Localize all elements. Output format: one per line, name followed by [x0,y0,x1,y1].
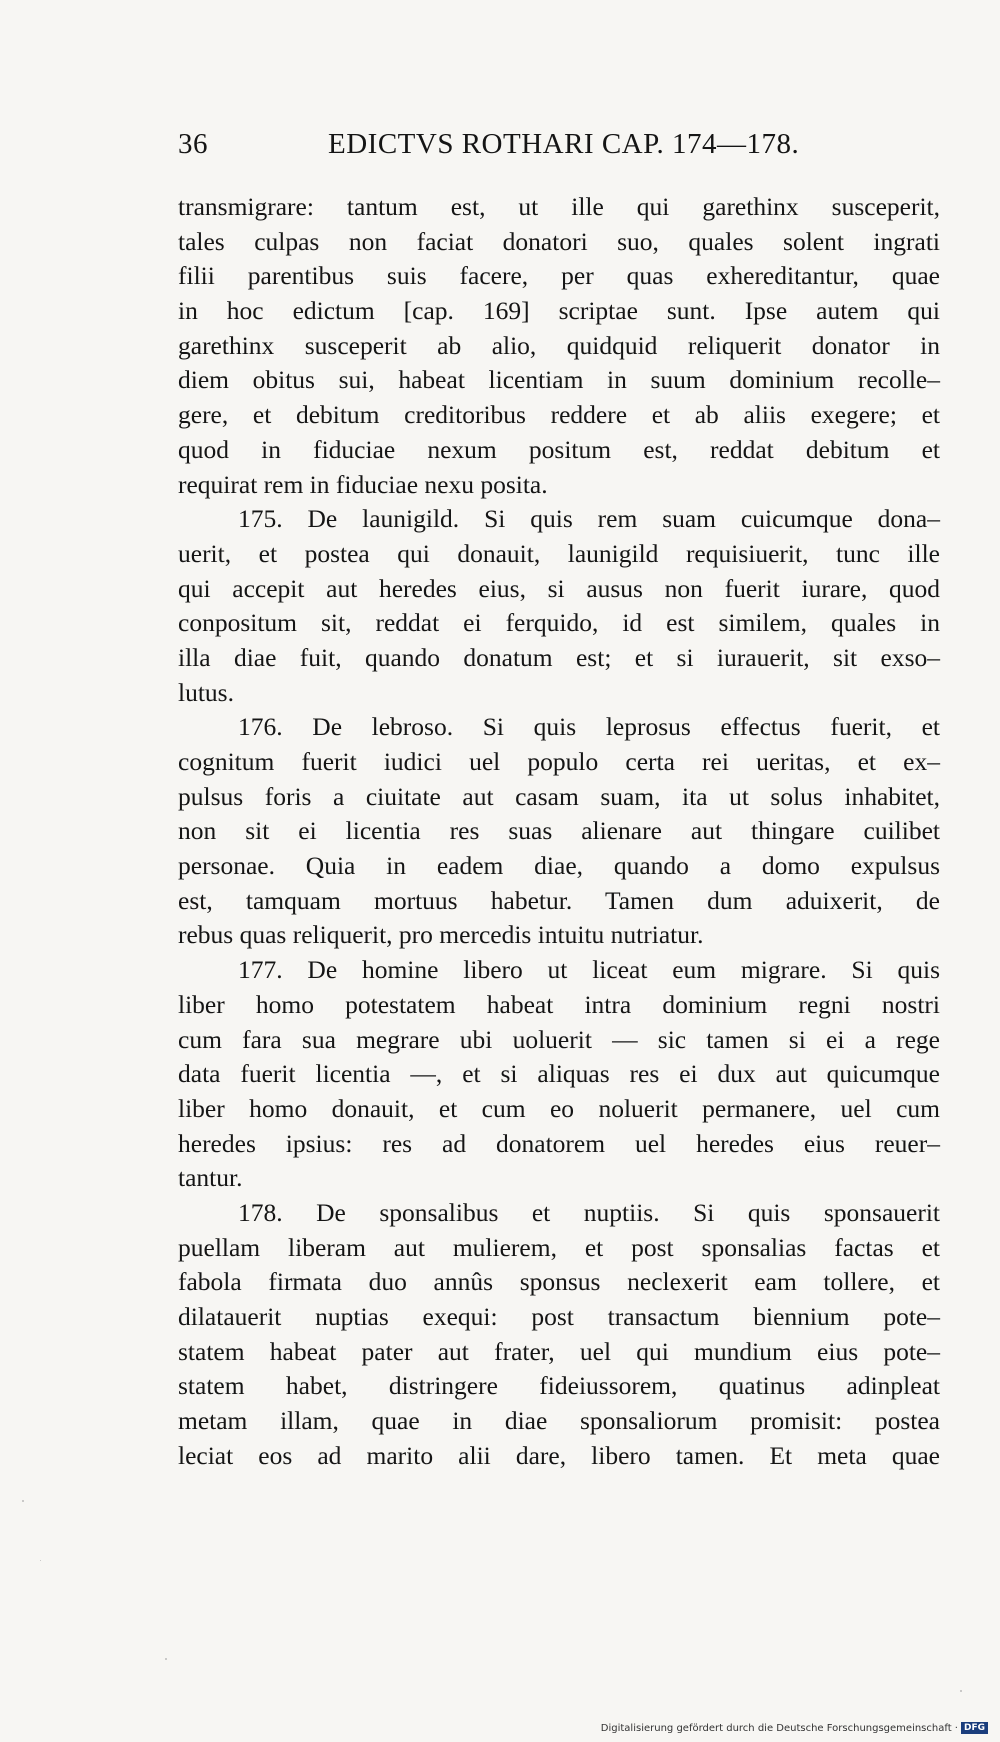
text-line: filii parentibus suis facere, per quas exhereditantur, quae [178,261,940,291]
text-line: illa diae fuit, quando donatum est; et si iurauerit, sit exso– [178,642,940,672]
text-line: puellam liberam aut mulierem, et post sponsalias factas et [178,1232,940,1262]
text-line: tales culpas non faciat donatori suo, quales solent ingrati [178,226,940,256]
text-line: personae. Quia in eadem diae, quando a domo expulsus [178,851,940,881]
text-line: liber homo donauit, et cum eo noluerit permanere, uel cum [178,1093,940,1123]
scan-speck [40,1560,41,1561]
text-line: gere, et debitum creditoribus reddere et ab aliis exegere; et [178,400,940,430]
page-number: 36 [178,128,208,160]
text-line: fabola firmata duo annûs sponsus neclexerit eam tollere, et [178,1267,940,1297]
text-line: in hoc edictum [cap. 169] scriptae sunt. Ipse autem qui [178,296,940,326]
text-line: leciat eos ad marito alii dare, libero tamen. Et meta quae [178,1440,940,1470]
text-line: cum fara sua megrare ubi uoluerit — sic tamen si ei a rege [178,1024,940,1054]
chapter-175-first-line: 175. De launigild. Si quis rem suam cuicumque dona– [238,504,940,534]
dfg-logo: DFG [961,1722,988,1734]
body-text [178,190,940,1473]
text-line: diem obitus sui, habeat licentiam in suum dominium recolle– [178,365,940,395]
running-head-title: EDICTVS ROTHARI CAP. 174—178. [328,128,800,160]
text-line: lutus. [178,677,234,707]
chapter-176-first-line: 176. De lebroso. Si quis leprosus effectus fuerit, et [238,712,940,742]
chapter-177-first-line: 177. De homine libero ut liceat eum migrare. Si quis [238,955,940,985]
text-line: tantur. [178,1163,243,1193]
text-line: conpositum sit, reddat ei ferquido, id est similem, quales in [178,608,940,638]
chapter-178-first-line: 178. De sponsalibus et nuptiis. Si quis sponsauerit [238,1197,940,1227]
text-line: liber homo potestatem habeat intra dominium regni nostri [178,989,940,1019]
text-line: quod in fiduciae nexum positum est, reddat debitum et [178,434,940,464]
text-line: rebus quas reliquerit, pro mercedis intuitu nutriatur. [178,920,704,950]
text-line: cognitum fuerit iudici uel populo certa rei ueritas, et ex– [178,747,940,776]
scan-speck [165,1658,167,1660]
text-line: qui accepit aut heredes eius, si ausus non fuerit iurare, quod [178,573,940,603]
text-line: garethinx susceperit ab alio, quidquid reliquerit donator in [178,330,940,360]
text-line: statem habeat pater aut frater, uel qui mundium eius pote– [178,1336,940,1366]
text-line: transmigrare: tantum est, ut ille qui garethinx susceperit, [178,192,940,221]
text-line: requirat rem in fiduciae nexu posita. [178,469,548,499]
text-line: pulsus foris a ciuitate aut casam suam, ita ut solus inhabitet, [178,781,940,811]
text-line: uerit, et postea qui donauit, launigild requisiuerit, tunc ille [178,538,940,568]
text-line: data fuerit licentia —, et si aliquas res ei dux aut quicumque [178,1059,940,1089]
text-line: metam illam, quae in diae sponsaliorum promisit: postea [178,1406,940,1436]
credit-text: Digitalisierung gefördert durch die Deutsche Forschungsgemeinschaft · [600,1723,958,1734]
running-head [178,128,940,168]
text-line: dilatauerit nuptias exequi: post transactum biennium pote– [178,1302,940,1331]
scan-speck [960,1690,962,1692]
scan-speck [22,1500,24,1502]
text-line: est, tamquam mortuus habetur. Tamen dum aduixerit, de [178,885,940,915]
digitization-credit [601,1722,988,1734]
text-line: statem habet, distringere fideiussorem, quatinus adinpleat [178,1371,940,1401]
text-line: non sit ei licentia res suas alienare aut thingare cuilibet [178,816,940,846]
text-line: heredes ipsius: res ad donatorem uel heredes eius reuer– [178,1128,940,1158]
